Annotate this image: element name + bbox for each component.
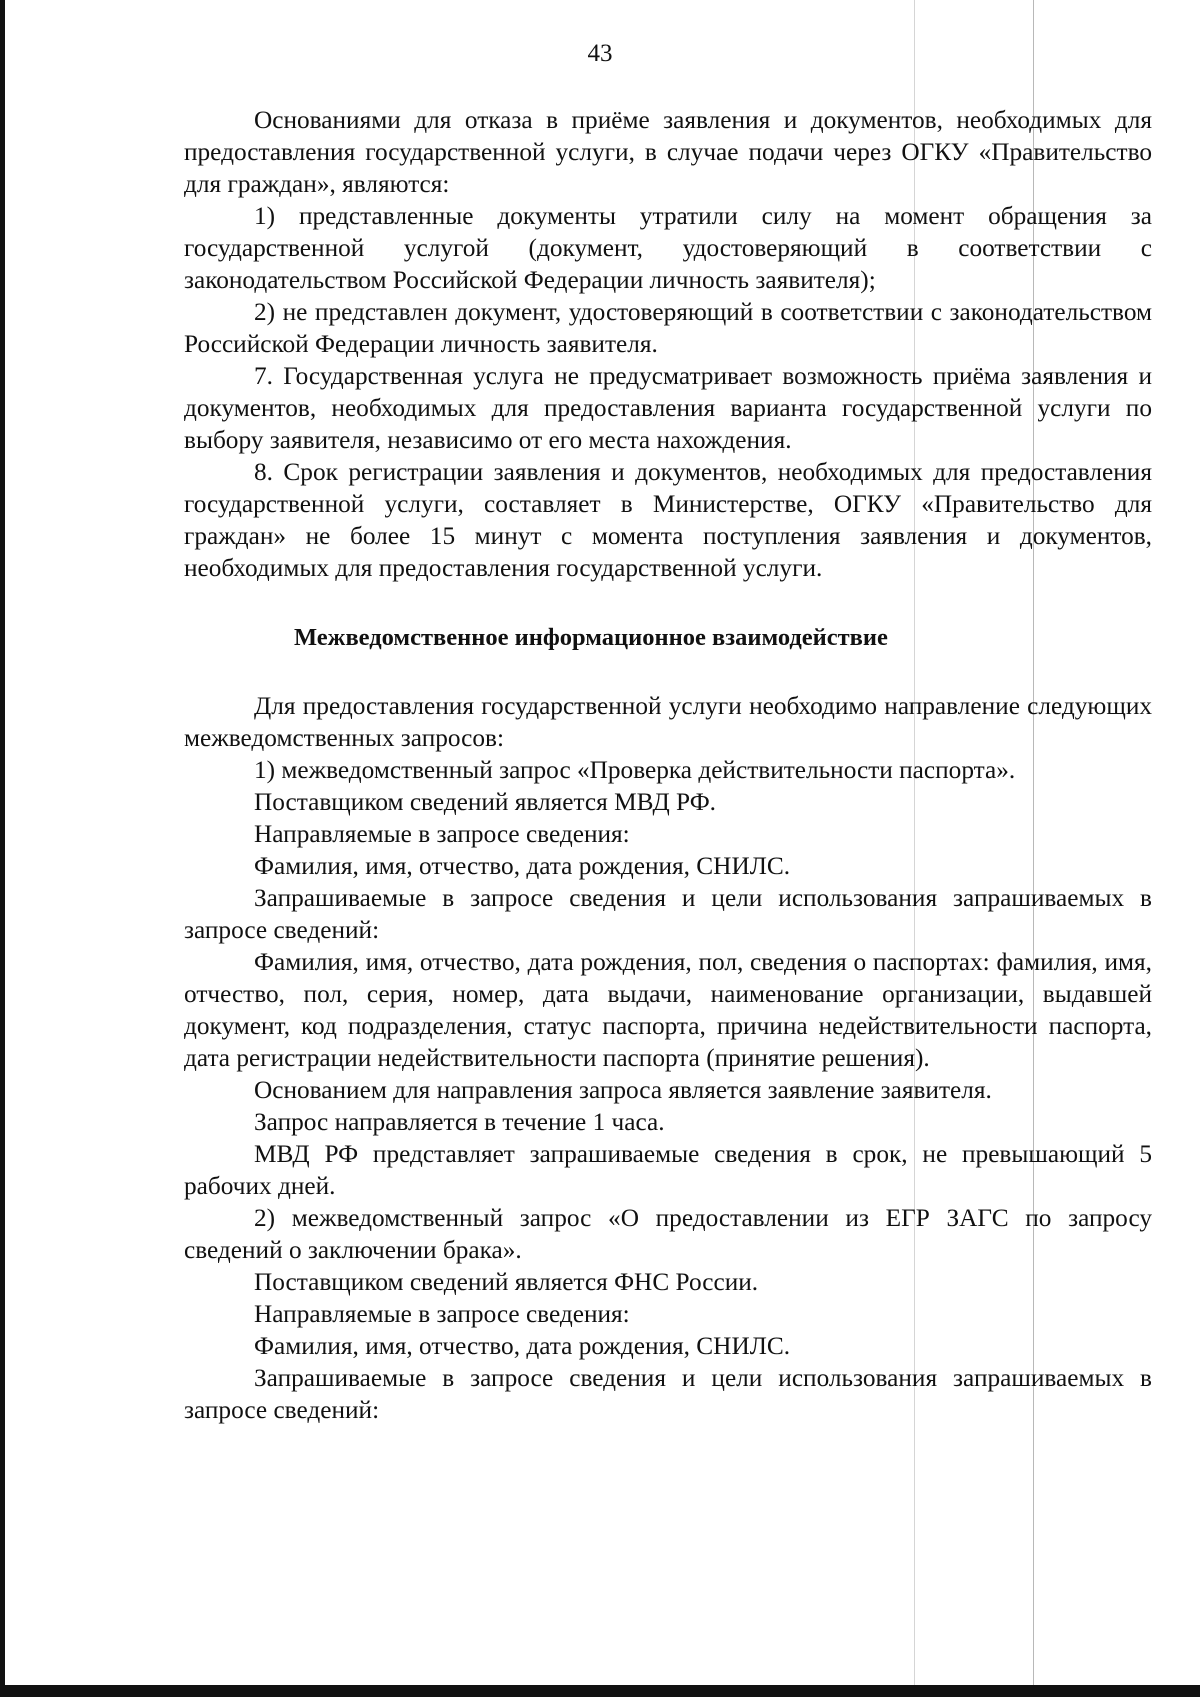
paragraph: Поставщиком сведений является ФНС России. bbox=[254, 1268, 759, 1296]
paragraph: Фамилия, имя, отчество, дата рождения, СНИЛС. bbox=[254, 1332, 791, 1360]
paragraph: МВД РФ представляет запрашиваемые сведения в срок, не превышающий 5 рабочих дней. bbox=[184, 1140, 1152, 1200]
paragraph: Запрашиваемые в запросе сведения и цели использования запрашиваемых в запросе сведений: bbox=[184, 1364, 1152, 1424]
paragraph: Запрос направляется в течение 1 часа. bbox=[254, 1108, 665, 1136]
section-heading: Межведомственное информационное взаимодействие bbox=[294, 624, 888, 651]
paragraph: Для предоставления государственной услуги необходимо направление следующих межведомственных запросов: bbox=[184, 692, 1152, 752]
spacer bbox=[184, 654, 1152, 690]
scan-edge-bottom bbox=[0, 1685, 1200, 1697]
paragraph: 2) межведомственный запрос «О предоставлении из ЕГР ЗАГС по запросу сведений о заключении брака». bbox=[184, 1204, 1152, 1264]
paragraph: 7. Государственная услуга не предусматривает возможность приёма заявления и документов, необходимых для предоставления варианта государственной услуги по выбору заявителя, независимо от его места нахождения. bbox=[184, 362, 1152, 454]
paragraph: Фамилия, имя, отчество, дата рождения, пол, сведения о паспортах: фамилия, имя, отчество, пол, серия, номер, дата выдачи, наименование организации, выдавшей документ, код подразделения, статус паспорта, причина недействительности паспорта, дата регистрации недействительности паспорта (принятие решения). bbox=[184, 948, 1152, 1072]
paragraph: 8. Срок регистрации заявления и документов, необходимых для предоставления государственной услуги, составляет в Министерстве, ОГКУ «Правительство для граждан» не более 15 минут с момента поступления заявления и документов, необходимых для предоставления государственной услуги. bbox=[184, 458, 1152, 582]
paragraph: Запрашиваемые в запросе сведения и цели использования запрашиваемых в запросе сведений: bbox=[184, 884, 1152, 944]
paragraph: Поставщиком сведений является МВД РФ. bbox=[254, 788, 717, 816]
paragraph: Основанием для направления запроса является заявление заявителя. bbox=[254, 1076, 992, 1104]
page-number: 43 bbox=[587, 40, 613, 67]
scan-edge-left bbox=[0, 0, 5, 1697]
paragraph: Основаниями для отказа в приёме заявления и документов, необходимых для предоставления государственной услуги, в случае подачи через ОГКУ «Правительство для граждан», являются: bbox=[184, 106, 1152, 198]
paragraph: 1) представленные документы утратили силу на момент обращения за государственной услугой (документ, удостоверяющий в соответствии с законодательством Российской Федерации личность заявителя); bbox=[184, 202, 1152, 294]
document-body bbox=[184, 104, 1152, 1426]
paragraph: Направляемые в запросе сведения: bbox=[254, 820, 630, 848]
paragraph: Фамилия, имя, отчество, дата рождения, СНИЛС. bbox=[254, 852, 791, 880]
paragraph: 1) межведомственный запрос «Проверка действительности паспорта». bbox=[254, 756, 1016, 784]
spacer bbox=[184, 584, 1152, 622]
paragraph: 2) не представлен документ, удостоверяющий в соответствии с законодательством Российской Федерации личность заявителя. bbox=[184, 298, 1152, 358]
paragraph: Направляемые в запросе сведения: bbox=[254, 1300, 630, 1328]
